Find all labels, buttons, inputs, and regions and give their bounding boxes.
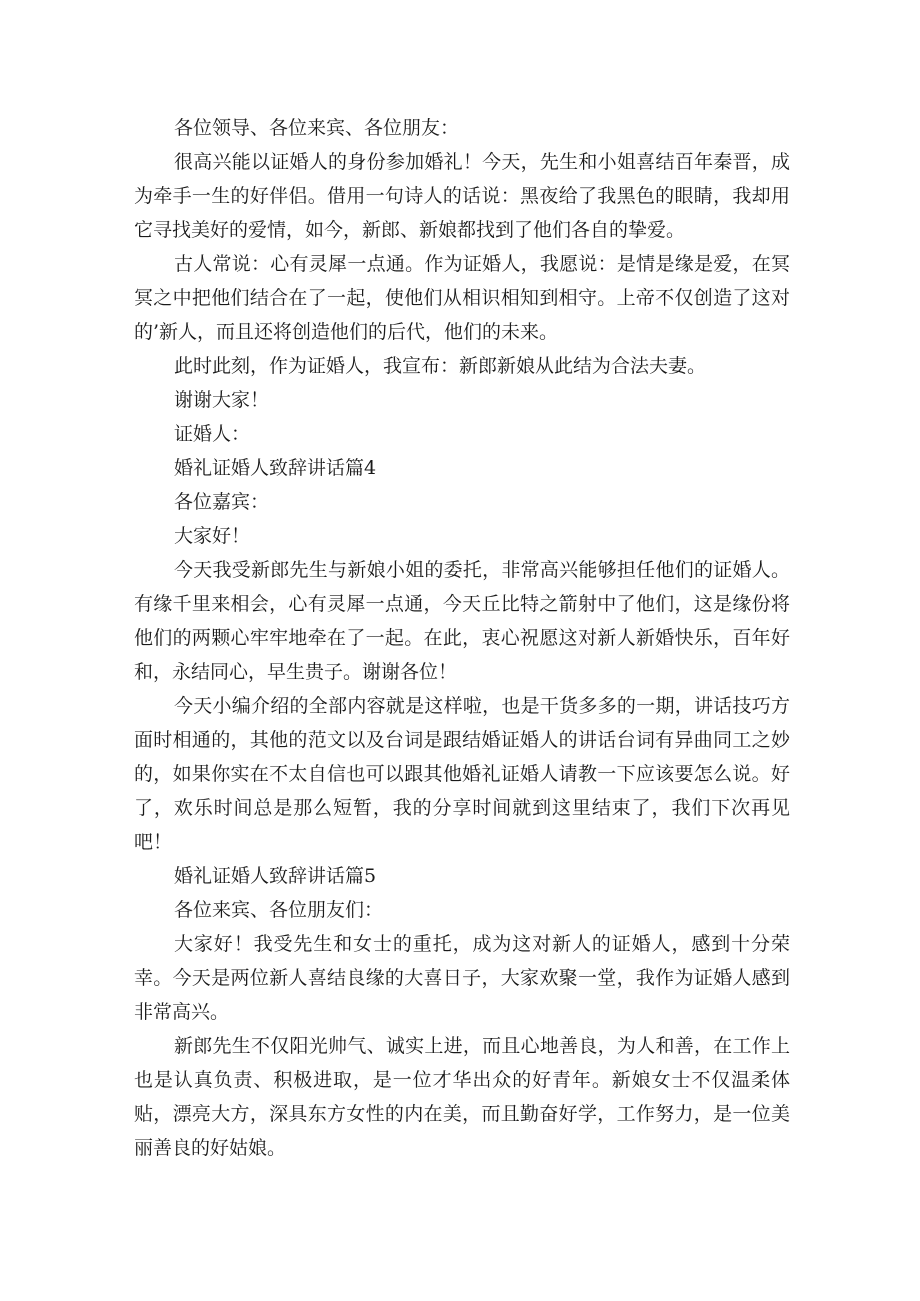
paragraph: 大家好！ [174, 525, 251, 547]
paragraph: 此时此刻，作为证婚人，我宣布：新郎新娘从此结为合法夫妻。 [174, 355, 707, 377]
paragraph: 大家好！我受先生和女士的重托，成为这对新人的证婚人，感到十分荣幸。今天是两位新人喜结良缘的大喜日子，大家欢聚一堂，我作为证婚人感到非常高兴。 [134, 933, 790, 1023]
paragraph: 今天小编介绍的全部内容就是这样啦，也是干货多多的一期，讲话技巧方面时相通的，其他的范文以及台词是跟结婚证婚人的讲话台词有异曲同工之妙的，如果你实在不太自信也可以跟其他婚礼证婚人请教一下应该要怎么说。好了，欢乐时间总是那么短暂，我的分享时间就到这里结束了，我们下次再见吧！ [134, 695, 790, 853]
paragraph: 谢谢大家！ [174, 389, 270, 411]
paragraph: 证婚人： [174, 423, 251, 445]
section-heading: 婚礼证婚人致辞讲话篇5 [174, 865, 377, 887]
paragraph: 各位领导、各位来宾、各位朋友： [174, 117, 460, 139]
paragraph: 新郎先生不仅阳光帅气、诚实上进，而且心地善良，为人和善，在工作上也是认真负责、积极进取，是一位才华出众的好青年。新娘女士不仅温柔体贴，漂亮大方，深具东方女性的内在美，而且勤奋好学，工作努力，是一位美丽善良的好姑娘。 [134, 1035, 790, 1159]
paragraph: 各位嘉宾： [174, 491, 270, 513]
paragraph: 很高兴能以证婚人的身份参加婚礼！今天，先生和小姐喜结百年秦晋，成为牵手一生的好伴侣。借用一句诗人的话说：黑夜给了我黑色的眼睛，我却用它寻找美好的爱情，如今，新郎、新娘都找到了他们各自的挚爱。 [134, 151, 790, 241]
paragraph: 各位来宾、各位朋友们： [174, 899, 384, 921]
document-body [134, 111, 790, 1165]
paragraph: 今天我受新郎先生与新娘小姐的委托，非常高兴能够担任他们的证婚人。有缘千里来相会，心有灵犀一点通，今天丘比特之箭射中了他们，这是缘份将他们的两颗心牢牢地牵在了一起。在此，衷心祝愿这对新人新婚快乐，百年好和，永结同心，早生贵子。谢谢各位！ [134, 559, 790, 683]
paragraph: 古人常说：心有灵犀一点通。作为证婚人，我愿说：是情是缘是爱，在冥冥之中把他们结合在了一起，使他们从相识相知到相守。上帝不仅创造了这对的’新人，而且还将创造他们的后代，他们的未来。 [134, 253, 790, 343]
section-heading: 婚礼证婚人致辞讲话篇4 [174, 457, 377, 479]
